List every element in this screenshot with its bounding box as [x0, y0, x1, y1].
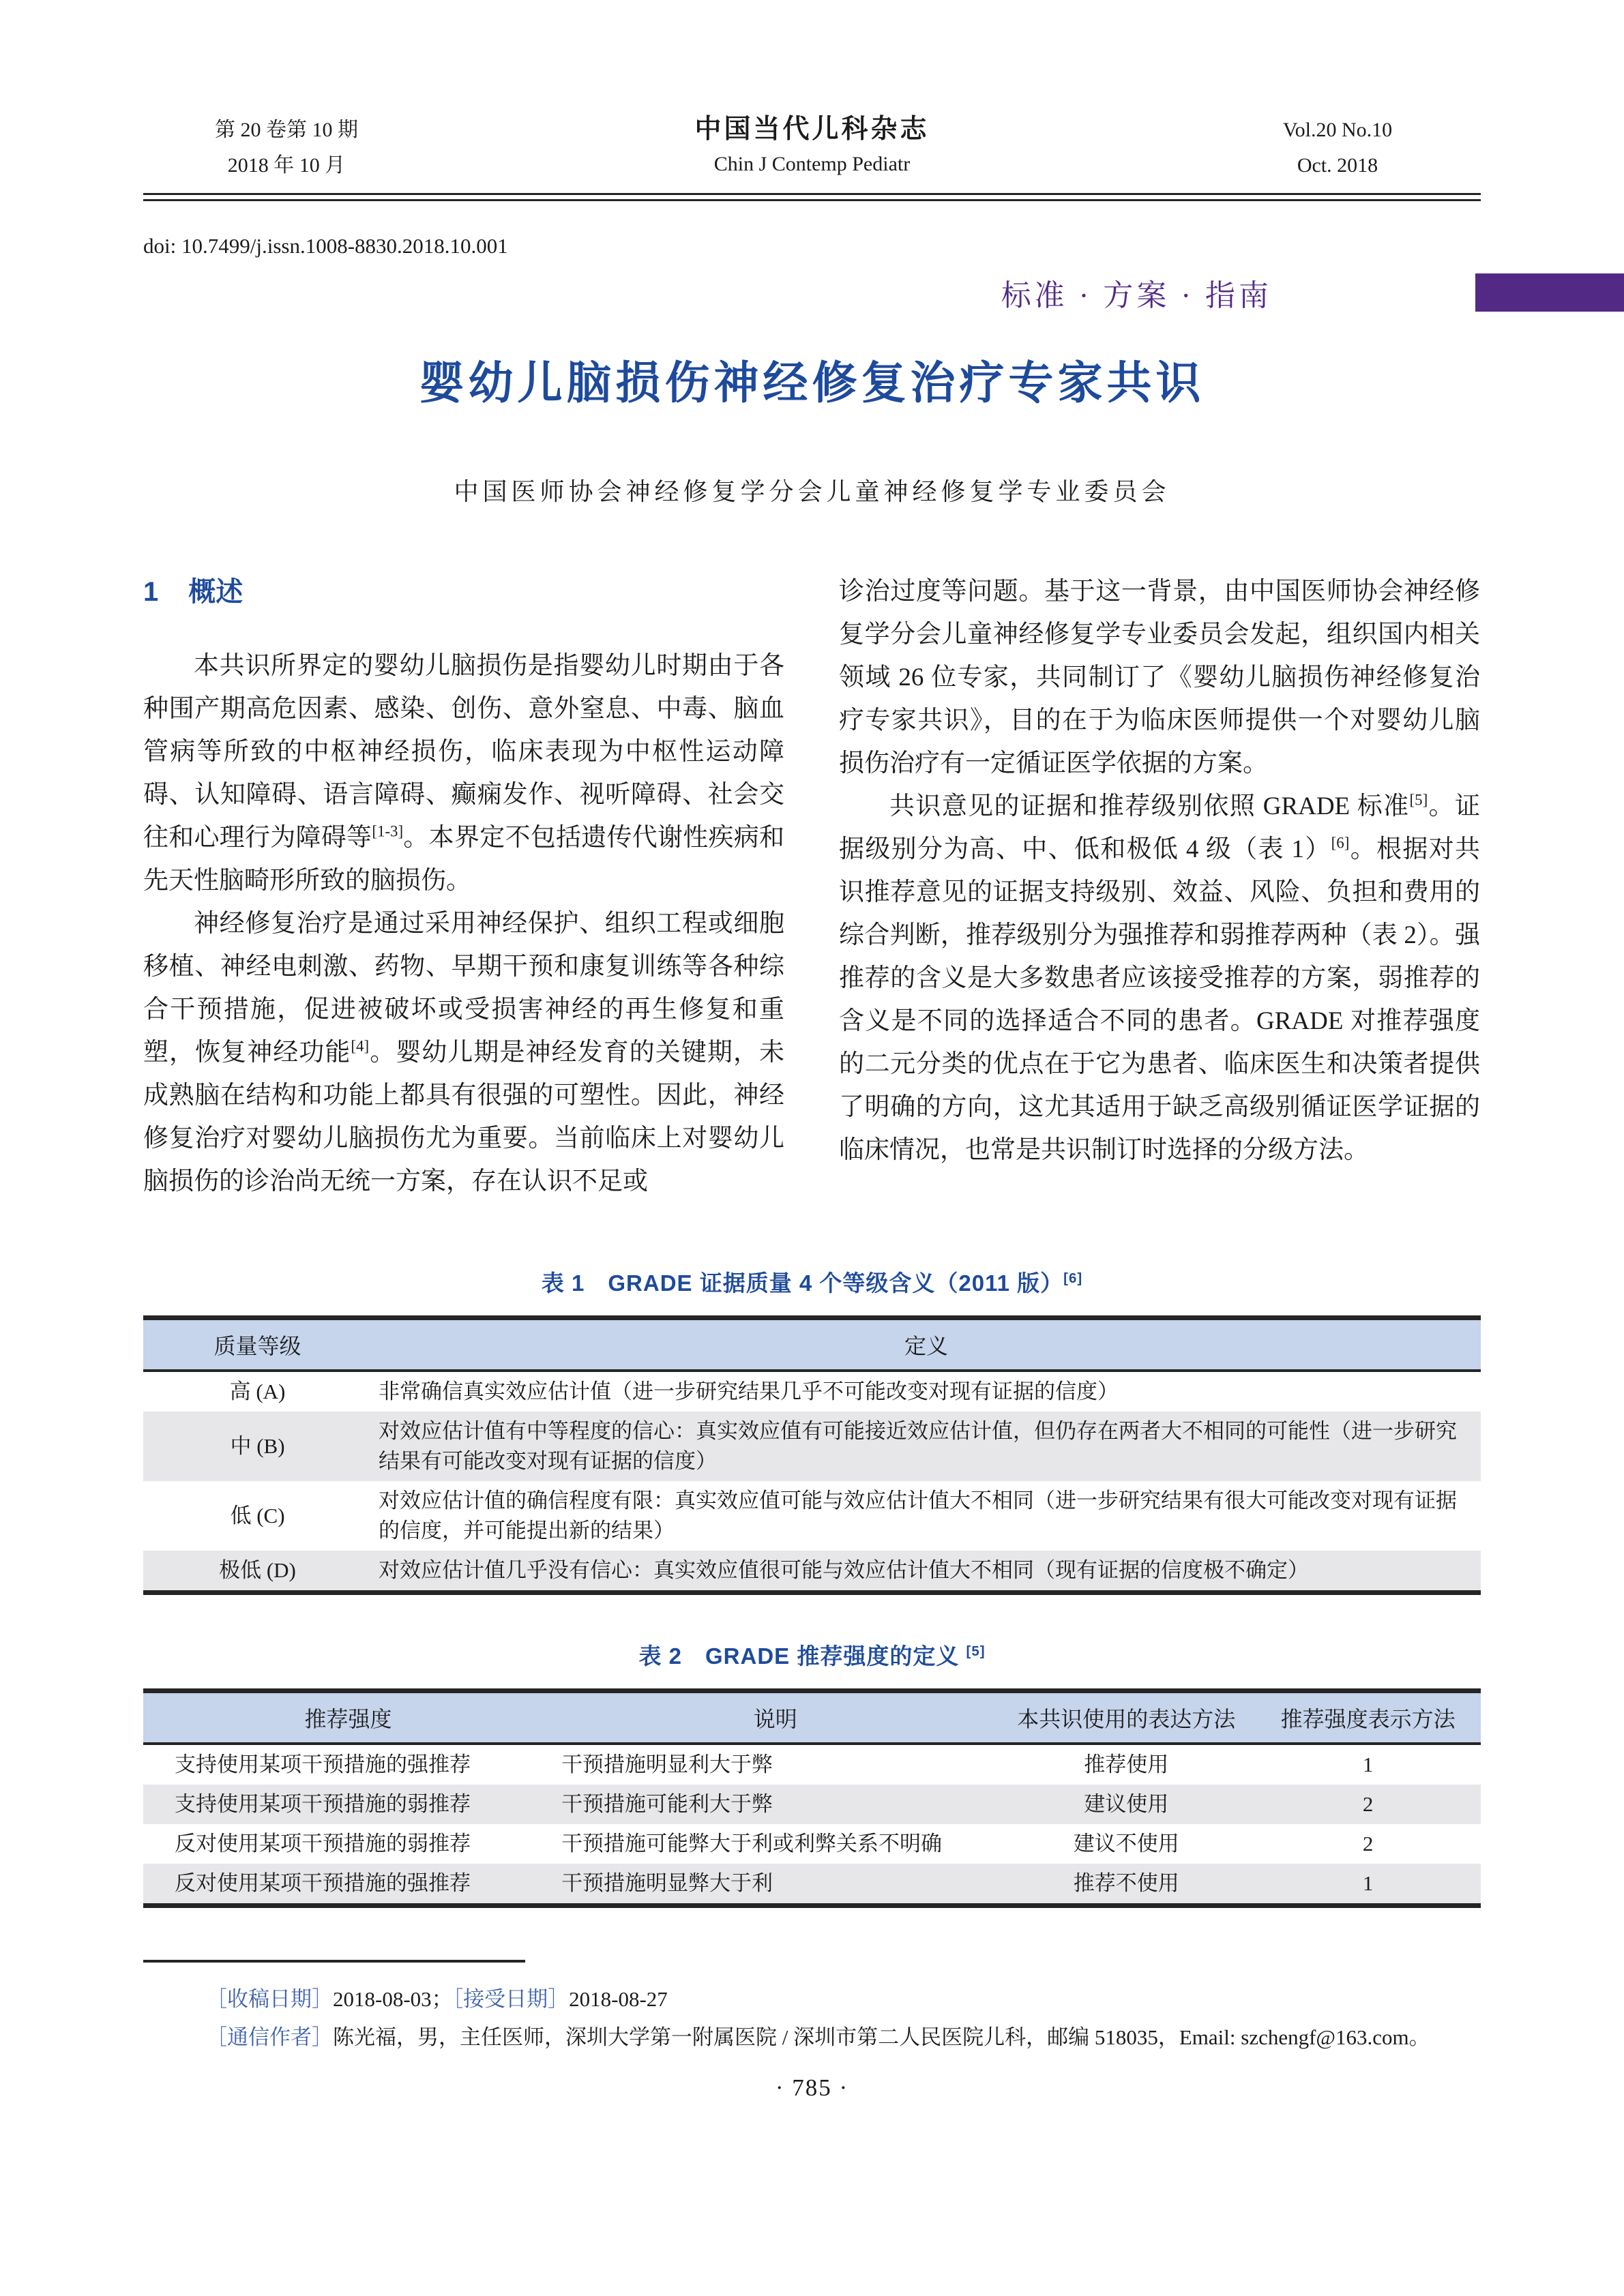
code-cell: 2: [1362, 1832, 1374, 1855]
strength-cell: 反对使用某项干预措施的弱推荐: [175, 1832, 471, 1855]
issue-date-en: Oct. 2018: [1297, 154, 1378, 177]
column-header: 质量等级: [143, 1318, 372, 1371]
note-cell: 干预措施可能利大于弊: [553, 1785, 997, 1824]
table1-body: [143, 1371, 1481, 1593]
table2-body: [143, 1744, 1481, 1906]
strength-cell: 支持使用某项干预措施的弱推荐: [143, 1785, 553, 1824]
definition-cell: 对效应估计值有中等程度的信心：真实效应值有可能接近效应估计值，但仍存在两者大不相同的可能性（进一步研究结果有可能改变对现有证据的信度）: [372, 1412, 1481, 1481]
definition-cell: 对效应估计值几乎没有信心：真实效应值很可能与效应估计值大不相同（现有证据的信度极不确定）: [372, 1551, 1481, 1593]
table-row: [143, 1371, 1481, 1412]
right-column: [839, 570, 1480, 1203]
note-cell: 干预措施明显利大于弊: [561, 1753, 773, 1776]
strength-cell: 支持使用某项干预措施的强推荐: [175, 1753, 471, 1776]
table2-grade-recommendation-strength: [143, 1688, 1481, 1908]
grade-cell: 低 (C): [230, 1504, 285, 1527]
category-accent-bar: [1475, 273, 1624, 312]
table-header-row: [143, 1318, 1481, 1371]
category-label: 标准 · 方案 · 指南: [1001, 279, 1272, 312]
footnote-rule: [143, 1960, 525, 1963]
header-divider-rule: [143, 193, 1481, 201]
issue-date-cn: 2018 年 10 月: [227, 154, 346, 177]
column-header: 推荐强度表示方法: [1255, 1691, 1481, 1744]
article-author: 中国医师协会神经修复学分会儿童神经修复学专业委员会: [454, 478, 1170, 505]
paragraph: 神经修复治疗是通过采用神经保护、组织工程或细胞移植、神经电刺激、药物、早期干预和康复训练等各种综合干预措施，促进被破坏或受损害神经的再生修复和重塑，恢复神经功能[4]。婴幼儿期是神经发育的关键期，未成熟脑在结构和功能上都具有很强的可塑性。因此，神经修复治疗对婴幼儿脑损伤尤为重要。当前临床上对婴幼儿脑损伤的诊治尚无统一方案，存在认识不足或: [143, 910, 785, 1195]
expression-cell: 推荐不使用: [997, 1864, 1255, 1906]
table-row: [143, 1864, 1481, 1906]
category-row: [143, 273, 1481, 312]
definition-cell: 对效应估计值的确信程度有限：真实效应值可能与效应估计值大不相同（进一步研究结果有很大可能改变对现有证据的信度，并可能提出新的结果）: [379, 1489, 1457, 1542]
code-cell: 1: [1255, 1864, 1481, 1906]
article-title: 婴幼儿脑损伤神经修复治疗专家共识: [419, 359, 1205, 408]
table1-title: 表 1 GRADE 证据质量 4 个等级含义（2011 版）[6]: [541, 1270, 1083, 1296]
journal-name-block: [694, 113, 929, 182]
left-column: [143, 570, 784, 1203]
journal-name-cn: 中国当代儿科杂志: [694, 115, 930, 144]
corresponding-author-footnote: [206, 2018, 1481, 2057]
footnotes: [143, 1980, 1481, 2057]
note-cell: 干预措施可能弊大于利或利弊关系不明确: [561, 1832, 943, 1855]
column-header: 推荐强度: [143, 1691, 553, 1744]
received-date-value: 2018-08-03；: [333, 1987, 453, 2011]
volume-issue-cn: 第 20 卷第 10 期: [215, 119, 358, 141]
received-date-label: ［收稿日期］: [206, 1987, 333, 2011]
note-cell: 干预措施明显弊大于利: [553, 1864, 997, 1906]
paragraph: 共识意见的证据和推荐级别依照 GRADE 标准[5]。证据级别分为高、中、低和极低 4 级（表 1）[6]。根据对共识推荐意见的证据支持级别、效益、风险、负担和费用的综合判断，推荐级别分为强推荐和弱推荐两种（表 2）。强推荐的含义是大多数患者应该接受推荐的方案，弱推荐的含义是不同的选择适合不同的患者。GRADE 对推荐强度的二元分类的优点在于它为患者、临床医生和决策者提供了明确的方向，这尤其适用于缺乏高级别循证医学证据的临床情况，也常是共识制订时选择的分级方法。: [839, 791, 1481, 1164]
corresponding-author-value: 陈光福，男，主任医师，深圳大学第一附属医院 / 深圳市第二人民医院儿科，邮编 518035，Email: szchengf@163.com。: [333, 2025, 1430, 2049]
grade-cell: 中 (B): [143, 1412, 372, 1481]
code-cell: 2: [1255, 1785, 1481, 1824]
accepted-date-label: ［接受日期］: [452, 1987, 570, 2011]
body-columns: [143, 570, 1481, 1203]
strength-cell: 反对使用某项干预措施的强推荐: [143, 1864, 553, 1906]
corresponding-author-label: ［通信作者］: [206, 2025, 333, 2049]
page-number: · 785 ·: [775, 2074, 849, 2101]
journal-header: [143, 113, 1481, 188]
doi-text: doi: 10.7499/j.issn.1008-8830.2018.10.001: [143, 234, 508, 258]
table-header-row: [143, 1691, 1481, 1744]
header-issue-info-en: [1194, 113, 1481, 183]
paragraph: 本共识所界定的婴幼儿脑损伤是指婴幼儿时期由于各种围产期高危因素、感染、创伤、意外窒息、中毒、脑血管病等所致的中枢神经损伤，临床表现为中枢性运动障碍、认知障碍、语言障碍、癫痫发作、视听障碍、社会交往和心理行为障碍等[1-3]。本界定不包括遗传代谢性疾病和先天性脑畸形所致的脑损伤。: [143, 652, 785, 895]
column-header: 定义: [372, 1318, 1481, 1371]
table-row: [143, 1481, 1481, 1551]
table-row: [143, 1551, 1481, 1593]
table-row: [143, 1785, 1481, 1824]
table-row: [143, 1744, 1481, 1785]
section-title: 概述: [188, 577, 243, 607]
table2-title: 表 2 GRADE 推荐强度的定义 [5]: [638, 1643, 986, 1669]
header-issue-info-cn: [143, 113, 430, 183]
table1-grade-evidence-quality: [143, 1315, 1481, 1595]
paragraph: 诊治过度等问题。基于这一背景，由中国医师协会神经修复学分会儿童神经修复学专业委员会发起，组织国内相关领域 26 位专家，共同制订了《婴幼儿脑损伤神经修复治疗专家共识》，目的在于为临床医师提供一个对婴幼儿脑损伤治疗有一定循证医学依据的方案。: [839, 578, 1480, 777]
code-cell: 1: [1362, 1753, 1374, 1776]
expression-cell: 推荐使用: [1084, 1753, 1169, 1776]
section-heading: [143, 570, 784, 609]
table-row: [143, 1412, 1481, 1481]
page-footer: [143, 1960, 1481, 2102]
expression-cell: 建议不使用: [1073, 1832, 1179, 1855]
column-header: 本共识使用的表达方法: [997, 1691, 1255, 1744]
grade-cell: 极低 (D): [143, 1551, 372, 1593]
journal-name-en: Chin J Contemp Pediatr: [713, 153, 911, 175]
column-header: 说明: [553, 1691, 997, 1744]
dates-footnote: [206, 1980, 1481, 2018]
accepted-date-value: 2018-08-27: [569, 1987, 668, 2011]
volume-issue-en: Vol.20 No.10: [1282, 119, 1393, 141]
definition-cell: 非常确信真实效应估计值（进一步研究结果几乎不可能改变对现有证据的信度）: [379, 1380, 1119, 1403]
section-number: 1: [143, 577, 159, 607]
grade-cell: 高 (A): [229, 1380, 286, 1403]
table-row: [143, 1824, 1481, 1864]
table2-header: [143, 1691, 1481, 1744]
expression-cell: 建议使用: [997, 1785, 1255, 1824]
table1-header: [143, 1318, 1481, 1371]
